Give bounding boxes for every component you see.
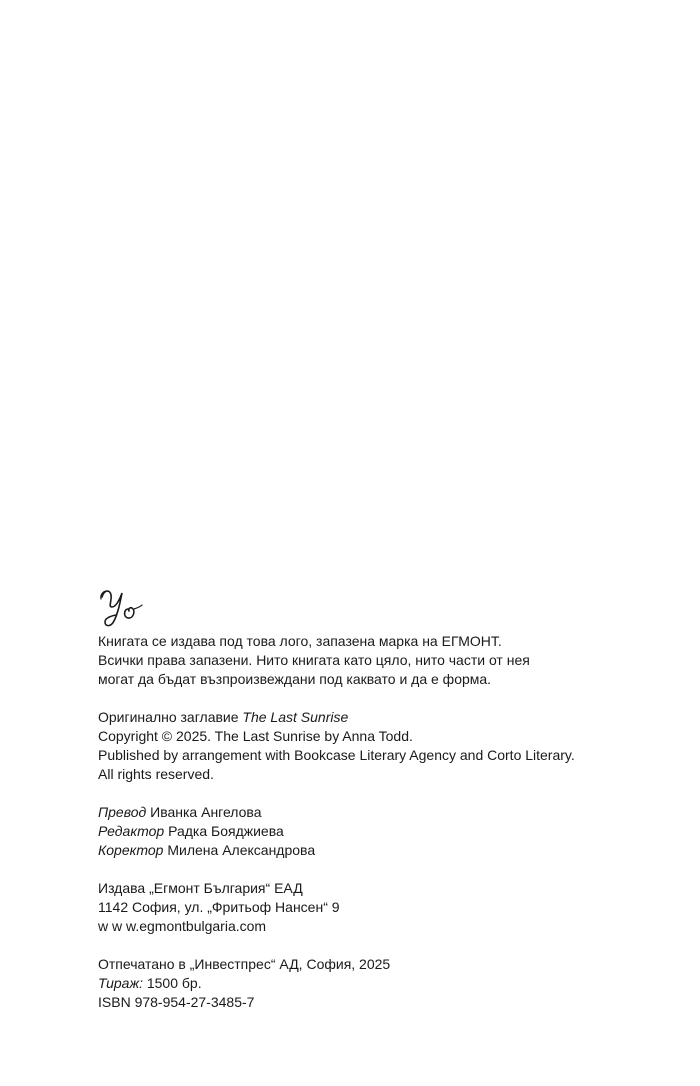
original-title-line (98, 708, 658, 727)
print-run-label: Тираж: (98, 975, 143, 991)
publisher-line: Издава „Егмонт България“ ЕАД (98, 880, 303, 896)
proofreader-name: Милена Александрова (163, 842, 316, 858)
proofreader-line (98, 841, 658, 860)
translator-line (98, 803, 658, 822)
printed-by-line: Отпечатано в „Инвестпрес“ АД, София, 2025 (98, 956, 391, 972)
logo-notice-line-2: Всички права запазени. Нито книгата като цяло, нито части от нея (98, 652, 530, 668)
imprint-block (98, 585, 658, 1012)
print-run-value: 1500 бр. (142, 975, 202, 991)
rights-line: All rights reserved. (98, 766, 214, 782)
editor-line (98, 822, 658, 841)
translator-label: Превод (98, 804, 147, 820)
publisher-address: 1142 София, ул. „Фритьоф Нансен“ 9 (98, 899, 340, 915)
editor-label: Редактор (98, 823, 165, 839)
print-run-line (98, 974, 658, 993)
arrangement-line: Published by arrangement with Bookcase Literary Agency and Corto Literary. (98, 747, 575, 763)
copyright-line: Copyright © 2025. The Last Sunrise by Anna Todd. (98, 728, 413, 744)
yo-logo (98, 585, 658, 629)
yo-logo-icon (98, 585, 150, 629)
logo-notice-line-1: Книгата се издава под това лого, запазена марка на ЕГМОНТ. (98, 633, 502, 649)
isbn-line: ISBN 978-954-27-3485-7 (98, 994, 255, 1010)
translator-name: Иванка Ангелова (146, 804, 262, 820)
original-title: The Last Sunrise (242, 709, 349, 725)
editor-name: Радка Бояджиева (164, 823, 284, 839)
publisher-website: w w w.egmontbulgaria.com (98, 918, 267, 934)
logo-notice-line-3: могат да бъдат възпроизвеждани под каквато и да е форма. (98, 671, 492, 687)
proofreader-label: Коректор (98, 842, 164, 858)
original-title-label: Оригинално заглавие (98, 709, 243, 725)
